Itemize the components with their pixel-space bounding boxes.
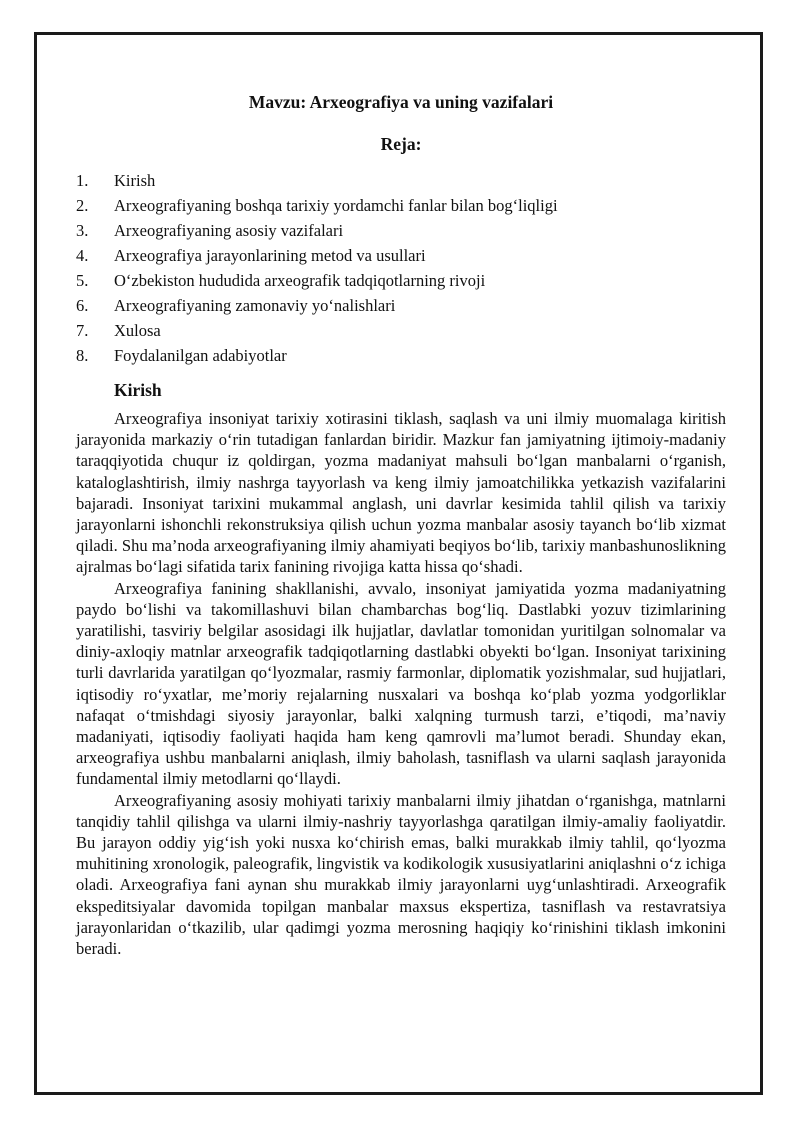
plan-list	[76, 168, 726, 368]
document-body	[76, 88, 726, 959]
section-heading-kirish: Kirish	[114, 380, 162, 400]
plan-item-text: Xulosa	[114, 321, 161, 340]
plan-item-number: 6.	[76, 296, 89, 315]
plan-item-text: Arxeografiyaning zamonaviy yo‘nalishlari	[114, 296, 396, 315]
plan-item	[76, 268, 726, 293]
plan-item-text: O‘zbekiston hududida arxeografik tadqiqotlarning rivoji	[114, 271, 486, 290]
plan-item-text: Arxeografiyaning asosiy vazifalari	[114, 221, 344, 240]
plan-item-number: 2.	[76, 196, 89, 215]
body-paragraph: Arxeografiya fanining shakllanishi, avvalo, insoniyat jamiyatida yozma madaniyatning paydo bo‘lishi va takomillashuvi bilan chambarchas bog‘liq. Dastlabki yozuv tizimlarining yaratilishi, tasviriy belgilar asosidagi ilk hujjatlar, davlatlar tomonidan yuritilgan solnomalar va diniy-axloqiy matnlar arxeografik tadqiqotlarning dastlabki obyekti bo‘lgan. Insoniyat tarixining turli davrlarida yaratilgan qo‘lyozmalar, rasmiy farmonlar, diplomatik yozishmalar, sud hujjatlari, iqtisodiy ro‘yxatlar, me’moriy rejalarning nusxalari va boshqa ko‘plab yozma yodgorliklar nafaqat o‘tmishdagi siyosiy jarayonlar, balki xalqning turmush tarzi, e’tiqodi, ma’naviy madaniyati, iqtisodiy faoliyati haqida ham keng qamrovli ma’lumot beradi. Shunday ekan, arxeografiya ushbu manbalarni aniqlash, ilmiy baholash, tasniflash va ularni saqlash jarayonida fundamental ilmiy metodlarni qo‘llaydi.	[76, 578, 726, 789]
plan-item	[76, 218, 726, 243]
document-title: Mavzu: Arxeografiya va uning vazifalari	[248, 92, 554, 112]
body-paragraph: Arxeografiya insoniyat tarixiy xotirasini tiklash, saqlash va uni ilmiy muomalaga kiritish jarayonida markaziy o‘rin tutadigan fanlardan biridir. Mazkur fan jamiyatning ijtimoiy-madaniy taraqqiyotida chuqur iz qoldirgan, yozma madaniyat mahsuli bo‘lgan manbalarni o‘rganish, kataloglashtirish, ilmiy nashrga tayyorlash va keng ilmiy jamoatchilikka yetkazish vazifalarini bajaradi. Insoniyat tarixini mukammal anglash, uni davrlar kesimida tahlil qilish va tarixiy jarayonlarni ishonchli rekonstruksiya qilish uchun yozma manbalar asosiy tayanch bo‘lib xizmat qiladi. Shu ma’noda arxeografiyaning ilmiy ahamiyati beqiyos bo‘lib, tarixiy manbashunoslikning ajralmas bo‘lagi sifatida tarix fanining rivojiga katta hissa qo‘shadi.	[76, 409, 726, 577]
plan-item	[76, 318, 726, 343]
plan-item	[76, 168, 726, 193]
plan-item-number: 1.	[76, 171, 89, 190]
plan-item-number: 3.	[76, 221, 89, 240]
plan-item	[76, 193, 726, 218]
plan-item-text: Arxeografiya jarayonlarining metod va usullari	[114, 246, 426, 265]
body-paragraph: Arxeografiyaning asosiy mohiyati tarixiy manbalarni ilmiy jihatdan o‘rganishga, matnlarni tanqidiy tahlil qilishga va ularni ilmiy-nashriy tayyorlashga qaratilgan ilmiy-amaliy faoliyatdir. Bu jarayon oddiy yig‘ish yoki nusxa ko‘chirish emas, balki murakkab ilmiy tahlil, qo‘lyozma muhitining xronologik, paleografik, lingvistik va kodikologik xususiyatlarini aniqlashni o‘z ichiga oladi. Arxeografiya fani aynan shu murakkab ilmiy jarayonlarni uyg‘unlashtiradi. Arxeografik ekspeditsiyalar davomida topilgan manbalar maxsus ekspertiza, tasniflash va restavratsiya jarayonlaridan o‘tkazilib, ular qadimgi yozma merosning haqiqiy ko‘rinishini tiklash imkonini beradi.	[76, 790, 726, 959]
plan-item-number: 7.	[76, 321, 89, 340]
plan-item	[76, 293, 726, 318]
plan-item-number: 8.	[76, 346, 89, 365]
plan-item-number: 4.	[76, 246, 89, 265]
plan-item	[76, 243, 726, 268]
plan-item-text: Arxeografiyaning boshqa tarixiy yordamchi fanlar bilan bog‘liqligi	[114, 196, 558, 215]
plan-item	[76, 343, 726, 368]
plan-item-number: 5.	[76, 271, 89, 290]
plan-item-text: Foydalanilgan adabiyotlar	[114, 346, 287, 365]
plan-heading: Reja:	[380, 134, 422, 154]
plan-item-text: Kirish	[114, 171, 156, 190]
